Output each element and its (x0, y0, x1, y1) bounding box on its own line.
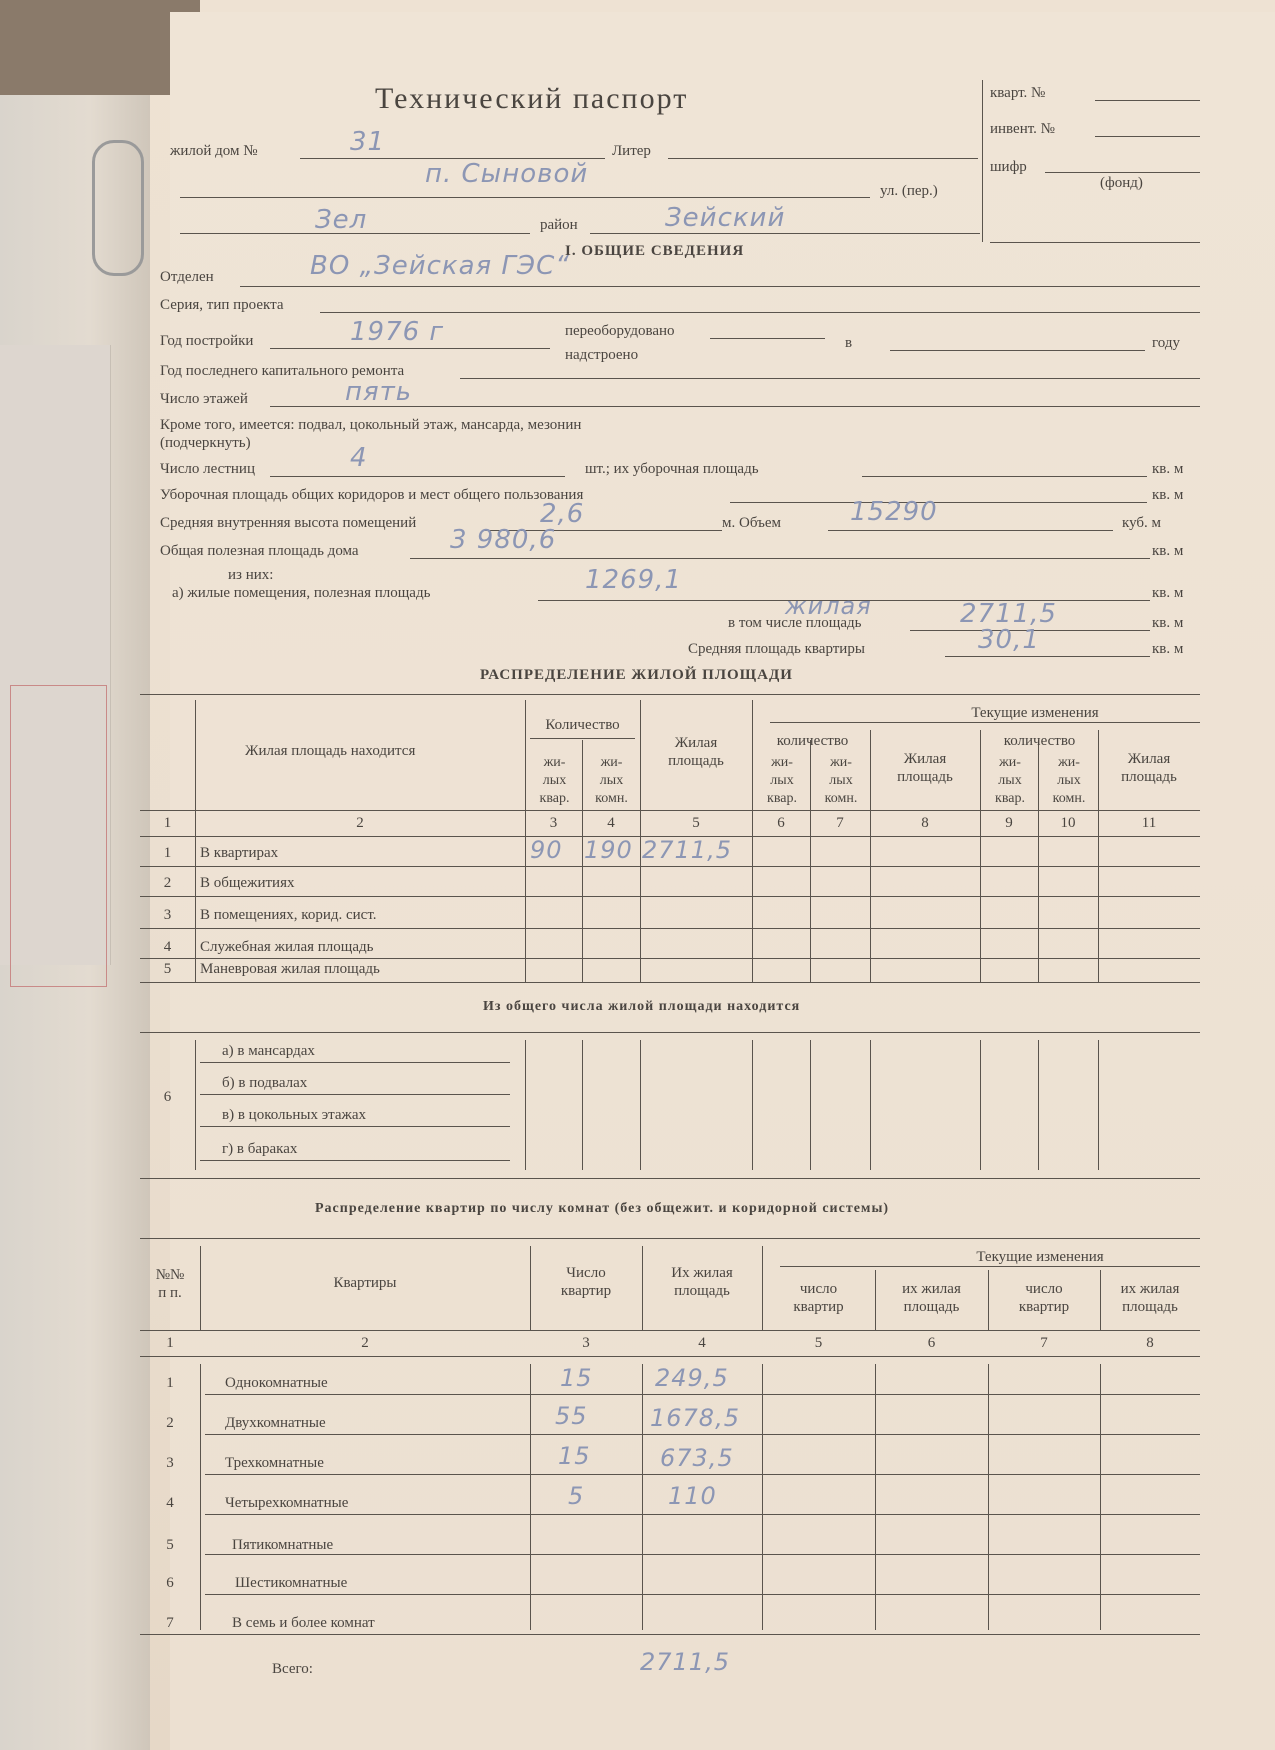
row-label: Двухкомнатные (225, 1415, 326, 1431)
row-line (200, 1160, 510, 1161)
row-number: 1 (163, 845, 172, 861)
row-label: В квартирах (200, 845, 279, 861)
col-area-header: Жилая площадь (897, 751, 953, 785)
change-count-header: число квартир (1018, 1281, 1070, 1315)
row-line (200, 1094, 510, 1095)
vtom-label: в том числе площадь (728, 615, 862, 631)
row-count: 15 (560, 1364, 593, 1392)
col-num: 8 (921, 815, 929, 831)
general-row-label: Отделен (160, 269, 214, 285)
invent-label: инвент. № (990, 121, 1055, 137)
col-divider (752, 1040, 753, 1170)
col-area-header: Жилая площадь (668, 735, 724, 769)
col-location-header: Жилая площадь находится (245, 743, 416, 759)
fond-label: (фонд) (1100, 175, 1143, 191)
sub-row-label: а) в мансардах (222, 1043, 315, 1059)
sub-row-label: б) в подвалах (222, 1075, 308, 1091)
row-number: 7 (166, 1615, 174, 1631)
col-divider (1038, 1040, 1039, 1170)
general-row-label: Число лестниц (160, 461, 255, 477)
kub-m-label: куб. м (1122, 515, 1162, 531)
row-label: В общежитиях (200, 875, 295, 891)
shifr-line (1045, 172, 1200, 173)
table-border (140, 1634, 1200, 1635)
row-number: 5 (163, 961, 172, 977)
house-number: 31 (350, 127, 386, 157)
col-num: 8 (1146, 1335, 1154, 1351)
invent-line (1095, 136, 1200, 137)
row-line (140, 866, 1200, 867)
general-row-label: Год постройки (160, 333, 254, 349)
row-number: 2 (163, 875, 172, 891)
col-num: 1 (163, 815, 172, 831)
row-line (205, 1514, 1200, 1515)
col-num: 5 (692, 815, 700, 831)
general-row-line (270, 348, 550, 349)
row-label: Четырехкомнатные (225, 1495, 349, 1511)
vtom-word: жилая (785, 592, 872, 620)
kv-m-label: кв. м (1152, 487, 1184, 503)
kv-m-label: кв. м (1152, 543, 1184, 559)
col-num: 11 (1141, 815, 1157, 831)
col-num: 1 (166, 1335, 174, 1351)
year-line (890, 350, 1145, 351)
col-divider (1098, 1040, 1099, 1170)
kvart-line (1095, 100, 1200, 101)
row-number: 4 (166, 1495, 174, 1511)
volume-value: 15290 (850, 497, 938, 527)
change-count-header: число квартир (793, 1281, 844, 1315)
row-number: 3 (163, 907, 172, 923)
table-border (140, 1330, 1200, 1331)
change-area-header: их жилая площадь (1120, 1281, 1180, 1315)
row-area: 249,5 (655, 1364, 729, 1392)
row-line (205, 1474, 1200, 1475)
sht-line (862, 476, 1147, 477)
col-num: 4 (607, 815, 615, 831)
street-line (180, 197, 870, 198)
kv-m-label: кв. м (1152, 585, 1184, 601)
col-num: 4 (698, 1335, 706, 1351)
col-num: 7 (836, 815, 844, 831)
col-area-header: Жилая площадь (1121, 751, 1177, 785)
row-line (205, 1594, 1200, 1595)
row-count: 15 (558, 1442, 591, 1470)
distribution-title: РАСПРЕДЕЛЕНИЕ ЖИЛОЙ ПЛОЩАДИ (480, 667, 793, 683)
col-count-header: Число квартир (560, 1265, 612, 1299)
row-line (200, 1062, 510, 1063)
col-flats-header: жи- лых квар. (767, 755, 797, 806)
row-label: Однокомнатные (225, 1375, 328, 1391)
row-count: 5 (568, 1482, 585, 1510)
col-num: 9 (1005, 815, 1013, 831)
row-line (205, 1554, 1200, 1555)
row-number: 5 (166, 1537, 174, 1553)
row-area: 2711,5 (642, 836, 732, 864)
col-num: 5 (814, 1335, 823, 1351)
current-changes-header: Текущие изменения (976, 1249, 1104, 1265)
general-row-line (320, 312, 1200, 313)
col-num: 2 (356, 815, 364, 831)
liter-line (668, 158, 978, 159)
qty-header: количество (1003, 733, 1076, 749)
kv-m-label: кв. м (1152, 641, 1184, 657)
kvart-label: кварт. № (990, 85, 1046, 101)
col-num: 7 (1040, 1335, 1048, 1351)
col-divider (195, 700, 196, 982)
col-divider (988, 1364, 989, 1630)
row-label: Служебная жилая площадь (200, 939, 374, 955)
col-divider (200, 1364, 201, 1630)
total-label: Всего: (272, 1661, 313, 1677)
kv-m-label: кв. м (1152, 461, 1184, 477)
row-label: Маневровая жилая площадь (200, 961, 380, 977)
sub-row-label: в) в цокольных этажах (222, 1107, 367, 1123)
col-rooms-header: жи- лых комн. (824, 755, 858, 806)
col-divider (875, 1364, 876, 1630)
pereoborud-label: переоборудовано (565, 323, 675, 339)
avg-label: Средняя площадь квартиры (688, 641, 865, 657)
general-row-label: Общая полезная площадь дома (160, 543, 359, 559)
col-divider (640, 1040, 641, 1170)
city-value: Зел (315, 205, 368, 235)
table-border (140, 1178, 1200, 1179)
general-section-title: I. ОБЩИЕ СВЕДЕНИЯ (565, 243, 745, 259)
general-row-value: пять (345, 377, 413, 407)
row-number: 4 (163, 939, 172, 955)
general-row-label: Уборочная площадь общих коридоров и мест общего пользования (160, 487, 584, 503)
row-line (140, 928, 1200, 929)
general-row-line (460, 378, 1200, 379)
avg-line (945, 656, 1150, 657)
general-row-label: Средняя внутренняя высота помещений (160, 515, 417, 531)
row-line (200, 1126, 510, 1127)
general-row-value: ВО „Зейская ГЭС“ (310, 251, 570, 281)
qty-header: количество (776, 733, 849, 749)
underlying-pages (0, 95, 150, 1750)
col-num: 3 (549, 815, 558, 831)
row-label: Шестикомнатные (235, 1575, 348, 1591)
col-divider (810, 740, 811, 982)
sht-label: шт.; их уборочная площадь (585, 461, 759, 477)
col-divider (582, 740, 583, 982)
pereoborud-line (710, 338, 825, 339)
table-border (140, 1032, 1200, 1033)
row-area: 1678,5 (650, 1404, 740, 1432)
col-divider (642, 1364, 643, 1630)
general-row-label: Число этажей (160, 391, 248, 407)
row-number: 1 (166, 1375, 174, 1391)
col-divider (762, 1364, 763, 1630)
general-row-label: Год последнего капитального ремонта (160, 363, 405, 379)
col-flats-header: Квартиры (333, 1275, 397, 1291)
nadstroeno-label: надстроено (565, 347, 639, 363)
col-flats-header: жи- лых квар. (995, 755, 1025, 806)
col-divider (980, 730, 981, 982)
header-divider (982, 80, 983, 242)
table-border (140, 1356, 1200, 1357)
general-row-line (410, 558, 1150, 559)
fond-line (990, 242, 1200, 243)
row-area: 673,5 (660, 1444, 734, 1472)
changes-underline (780, 1266, 1200, 1267)
current-changes-header: Текущие изменения (971, 705, 1099, 721)
col-num: 3 (582, 1335, 590, 1351)
vtom-value: 2711,5 (960, 599, 1057, 629)
col-flats-header: жи- лых квар. (539, 755, 570, 806)
living-value: 1269,1 (585, 565, 682, 595)
row-number: 6 (163, 1089, 172, 1105)
col-rooms-header: жи- лых комн. (1052, 755, 1086, 806)
general-row-line (730, 502, 1147, 503)
col-num: 6 (777, 815, 785, 831)
changes-underline (770, 722, 1200, 723)
row-number: 6 (166, 1575, 174, 1591)
iz-nih-label: из них: (228, 567, 274, 583)
row-area: 110 (668, 1482, 717, 1510)
row-line (205, 1394, 1200, 1395)
col-n-header: №№ п п. (155, 1267, 185, 1301)
row-number: 3 (166, 1455, 174, 1471)
general-row-value: 4 (350, 443, 368, 473)
change-area-header: их жилая площадь (902, 1281, 961, 1315)
table-border (140, 982, 1200, 983)
row-label: В семь и более комнат (232, 1615, 375, 1631)
row-flats: 90 (530, 836, 563, 864)
shifr-label: шифр (990, 159, 1027, 175)
godu-label: году (1152, 335, 1180, 351)
house-label: жилой дом № (170, 143, 258, 159)
col-divider (582, 1040, 583, 1170)
general-row-value: 1976 г (350, 317, 445, 347)
general-row-value: 3 980,6 (450, 525, 557, 555)
general-row-value: 2,6 (540, 499, 585, 529)
row-line (140, 958, 1200, 959)
general-row-label: Кроме того, имеется: подвал, цокольный этаж, мансарда, мезонин (160, 417, 582, 433)
table-border (140, 694, 1200, 695)
general-row-label: Серия, тип проекта (160, 297, 284, 313)
underlying-stamp-box (10, 685, 107, 987)
volume-line (828, 530, 1113, 531)
avg-value: 30,1 (978, 625, 1040, 655)
sub-row-label: г) в бараках (222, 1141, 298, 1157)
col-num: 10 (1060, 815, 1076, 831)
total-value: 2711,5 (640, 1648, 730, 1676)
row-rooms: 190 (584, 836, 633, 864)
street-label: ул. (пер.) (880, 183, 938, 199)
district-label: район (540, 217, 578, 233)
row-label: В помещениях, корид. сист. (200, 907, 377, 923)
col-qty-header: Количество (545, 717, 620, 733)
district-line (590, 233, 980, 234)
table-border (140, 810, 1200, 811)
col-divider (980, 1040, 981, 1170)
col-divider (530, 1364, 531, 1630)
row-label: Трехкомнатные (225, 1455, 324, 1471)
col-divider (752, 700, 753, 982)
col-divider (1038, 740, 1039, 982)
street-value: п. Сыновой (425, 159, 589, 189)
col-divider (525, 1040, 526, 1170)
table-border (140, 1238, 1200, 1239)
page-title: Технический паспорт (375, 82, 689, 115)
col-rooms-header: жи- лых комн. (595, 755, 628, 806)
col-num: 6 (927, 1335, 936, 1351)
living-label: а) жилые помещения, полезная площадь (172, 585, 431, 601)
col-divider (810, 1040, 811, 1170)
qty-underline (530, 738, 635, 739)
col-area-header: Их жилая площадь (671, 1265, 733, 1299)
row-number: 2 (166, 1415, 174, 1431)
col-divider (1100, 1364, 1101, 1630)
sub-distribution-title: Из общего числа жилой площади находится (483, 999, 801, 1014)
row-label: Пятикомнатные (232, 1537, 334, 1553)
volume-label: м. Объем (722, 515, 781, 531)
col-divider (195, 1040, 196, 1170)
district-value: Зейский (665, 203, 786, 233)
col-divider (525, 700, 526, 982)
col-divider (870, 1040, 871, 1170)
paper-clip-icon (92, 140, 144, 276)
kv-m-label: кв. м (1152, 615, 1184, 631)
v-label: в (845, 335, 853, 351)
liter-label: Литер (612, 143, 651, 159)
general-row-line (240, 286, 1200, 287)
apartments-title: Распределение квартир по числу комнат (без общежит. и коридорной системы) (315, 1201, 890, 1216)
general-row-label: (подчеркнуть) (160, 435, 251, 451)
general-row-line (270, 476, 565, 477)
row-line (205, 1434, 1200, 1435)
row-line (140, 896, 1200, 897)
row-count: 55 (555, 1402, 588, 1430)
col-num: 2 (361, 1335, 369, 1351)
